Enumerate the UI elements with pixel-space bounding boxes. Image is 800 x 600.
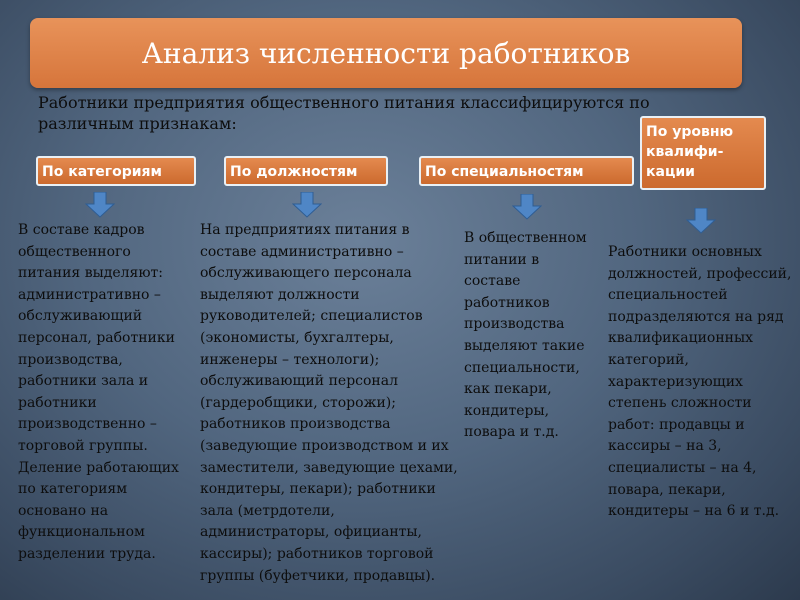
category-button-qualification[interactable]: По уровню квалифи-кации <box>640 116 766 190</box>
category-button-specialties[interactable]: По специальностям <box>419 156 634 186</box>
arrow-down-icon <box>85 192 115 218</box>
intro-text: Работники предприятия общественного питания классифицируются по различным признакам: <box>38 93 650 133</box>
arrow-down-icon <box>686 208 716 234</box>
column-text-specialties: В общественном питании в составе работников производства выделяют такие специальности, как пекари, кондитеры, повара и т.д. <box>464 230 587 441</box>
arrow-down-icon <box>292 192 322 218</box>
column-text-qualification: Работники основных должностей, профессий, специальностей подразделяются на ряд квалификационных категорий, характеризующих степень сложности работ: продавцы и кассиры – на 3, специалисты – на 4, повара, пекари, кондитеры – на 6 и т.д. <box>608 244 792 520</box>
column-text-positions: На предприятиях питания в составе административно – обслуживающего персонала выделяют должности руководителей; специалистов (экономисты, бухгалтеры, инженеры – технологи); обслуживающий персонал (гардеробщики, сторожи); работников производства (заведующие производством и их заместители, заведующие цехами, кондитеры, пекари); работники зала (метрдотели, администраторы, официанты, кассиры); работников торговой группы (буфетчики, продавцы). <box>200 222 458 584</box>
title-banner <box>30 18 742 88</box>
page-title: Анализ численности работников <box>141 36 631 70</box>
category-button-positions[interactable]: По должностям <box>224 156 388 186</box>
column-text-categories: В составе кадров общественного питания выделяют: административно – обслуживающий персонал, работники производства, работники зала и работники производственно – торговой группы. Деление работающих по категориям основано на функциональном разделении труда. <box>18 222 179 562</box>
arrow-down-icon <box>512 194 542 220</box>
category-button-categories[interactable]: По категориям <box>36 156 196 186</box>
